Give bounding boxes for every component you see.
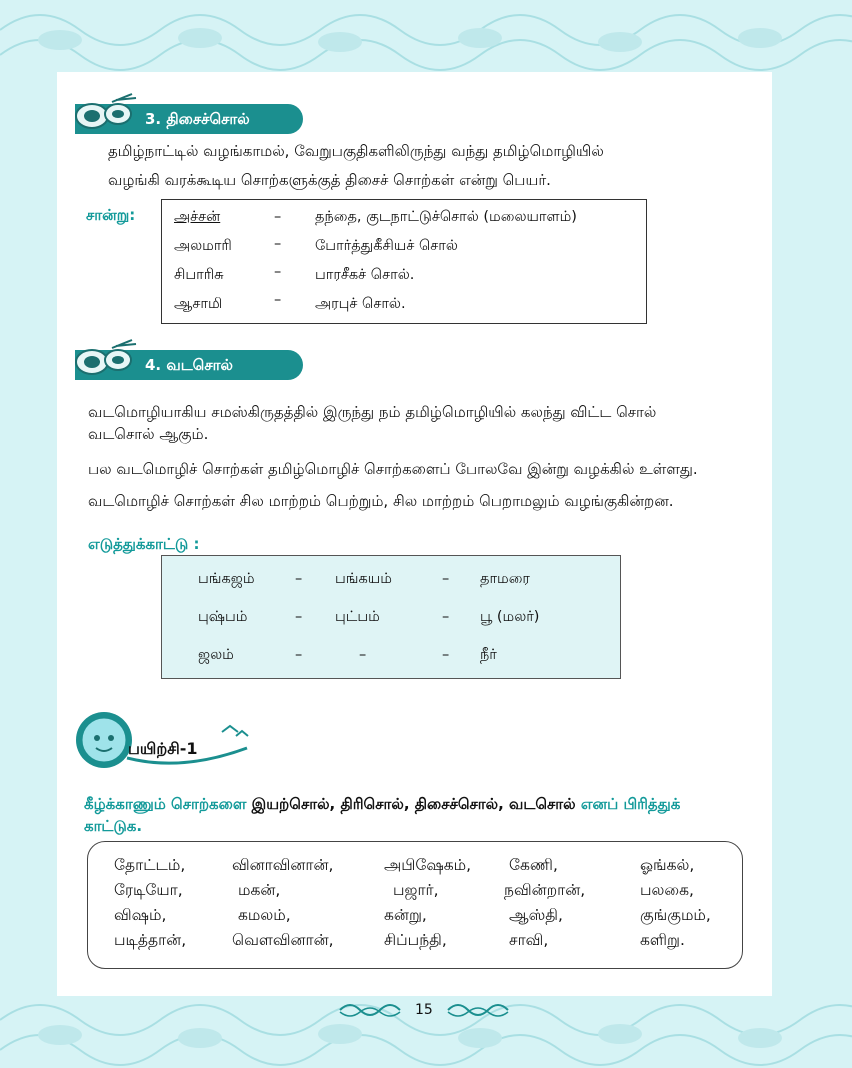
section4-p1a: வடமொழியாகிய சமஸ்கிருதத்தில் இருந்து நம் தமிழ்மொழியில் கலந்து விட்ட சொல் xyxy=(88,403,657,421)
ornament-left-icon xyxy=(338,1000,402,1020)
section3-title: 3. திசைச்சொல் xyxy=(145,110,250,128)
word: மகன், xyxy=(238,881,281,899)
table-row-3-meaning: பாரசீகச் சொல். xyxy=(315,267,415,283)
section4-p3: வடமொழிச் சொற்கள் சில மாற்றம் பெற்றும், சில மாற்றம் பெறாமலும் வழங்குகின்றன. xyxy=(88,492,674,510)
table-row-2-word: அலமாரி xyxy=(174,238,232,254)
table-row-1-meaning: தந்தை, குடநாட்டுச்சொல் (மலையாளம்) xyxy=(315,209,577,225)
section4-p2: பல வடமொழிச் சொற்கள் தமிழ்மொழிச் சொற்களைப் போலவே இன்று வழக்கில் உள்ளது. xyxy=(88,460,698,478)
ex-row-3-b: – xyxy=(359,647,367,663)
ex-row-2-d1: – xyxy=(295,609,303,625)
page-number: 15 xyxy=(415,1002,433,1018)
table-row-4-meaning: அரபுச் சொல். xyxy=(315,296,406,312)
ornament-right-icon xyxy=(446,1000,510,1020)
ex-row-3-d1: – xyxy=(295,647,303,663)
section4-p1b: வடசொல் ஆகும். xyxy=(88,425,209,443)
word: ஆஸ்தி, xyxy=(509,906,563,924)
section3-example-label: சான்று: xyxy=(86,206,136,224)
section3-line2: வழங்கி வரக்கூடிய சொற்களுக்குத் திசைச் சொற்கள் என்று பெயர். xyxy=(108,171,551,189)
ex-row-2-d2: – xyxy=(442,609,450,625)
ex-row-3-a: ஜலம் xyxy=(198,647,234,663)
ex-row-2-b: புட்பம் xyxy=(335,609,380,625)
section3-table xyxy=(161,199,647,324)
word: தோட்டம், xyxy=(114,856,186,874)
section4-table xyxy=(161,555,621,679)
table-row-1-word: அச்சன் xyxy=(174,209,221,225)
ex-row-1-a: பங்கஜம் xyxy=(198,571,255,587)
section3-line1: தமிழ்நாட்டில் வழங்காமல், வேறுபகுதிகளிலிருந்து வந்து தமிழ்மொழியில் xyxy=(108,142,604,160)
word: கமலம், xyxy=(238,906,291,924)
ex-row-2-a: புஷ்பம் xyxy=(198,609,248,625)
drum-icon xyxy=(72,92,140,132)
word: ரேடியோ, xyxy=(114,881,183,899)
section4-example-label: எடுத்துக்காட்டு : xyxy=(88,535,200,553)
ex-row-3-d2: – xyxy=(442,647,450,663)
word: பலகை, xyxy=(640,881,694,899)
question-categories: இயற்சொல், திரிசொல், திசைச்சொல், வடசொல் xyxy=(251,795,576,813)
drum-icon xyxy=(72,338,140,378)
word: பஜார், xyxy=(393,881,439,899)
table-row-1-dash: – xyxy=(274,209,282,225)
question-part1: கீழ்க்காணும் சொற்களை xyxy=(84,795,252,813)
word: படித்தான், xyxy=(114,931,187,949)
word: கன்று, xyxy=(384,906,427,924)
table-row-4-dash: – xyxy=(274,292,282,308)
word: களிறு. xyxy=(640,931,685,949)
table-row-4-word: ஆசாமி xyxy=(174,296,223,312)
word: கேணி, xyxy=(509,856,558,874)
ex-row-1-d2: – xyxy=(442,571,450,587)
word: வினாவினான், xyxy=(232,856,334,874)
word: நவின்றான், xyxy=(504,881,586,899)
word: குங்குமம், xyxy=(640,906,711,924)
word: விஷம், xyxy=(114,906,167,924)
table-row-3-dash: – xyxy=(274,264,282,280)
question-part3: எனப் பிரித்துக் xyxy=(575,795,681,813)
exercise-question-line2: காட்டுக. xyxy=(84,817,143,835)
word: அபிஷேகம், xyxy=(384,856,472,874)
word: சிப்பந்தி, xyxy=(384,931,447,949)
section4-title: 4. வடசொல் xyxy=(145,356,233,374)
table-row-2-dash: – xyxy=(274,236,282,252)
table-row-3-word: சிபாரிசு xyxy=(174,267,224,283)
ex-row-3-c: நீர் xyxy=(480,647,497,663)
ex-row-1-c: தாமரை xyxy=(480,571,530,587)
exercise-question xyxy=(84,794,680,814)
word-list-box xyxy=(87,841,743,969)
exercise-title: பயிற்சி-1 xyxy=(128,739,198,758)
ex-row-2-c: பூ (மலர்) xyxy=(480,609,540,625)
ex-row-1-b: பங்கயம் xyxy=(335,571,392,587)
ex-row-1-d1: – xyxy=(295,571,303,587)
word: சாவி, xyxy=(509,931,549,949)
table-row-2-meaning: போர்த்துகீசியச் சொல் xyxy=(315,238,458,254)
word: வெளவினான், xyxy=(232,931,334,949)
word: ஓங்கல், xyxy=(640,856,695,874)
